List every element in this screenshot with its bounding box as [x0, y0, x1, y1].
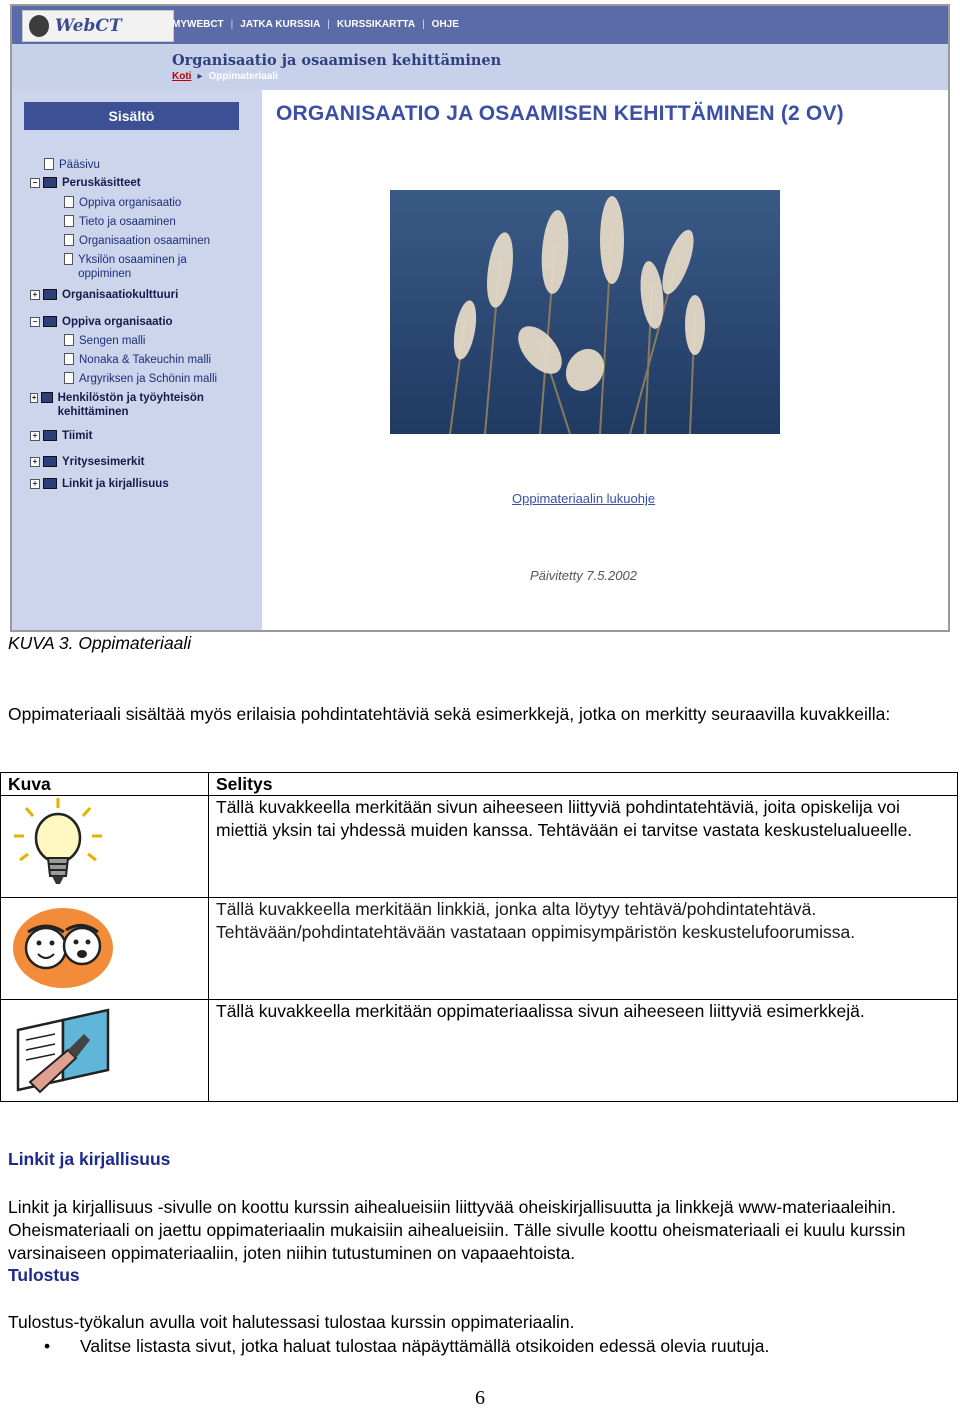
links-paragraph: Linkit ja kirjallisuus -sivulle on koottu kurssin aihealueisiin liittyvää oheiskirjallisuutta ja linkkejä www-materiaaleihin. Oheismateriaali on jaettu oppimateriaalin mukaisiin aihealueisiin. Tälle sivulle koottu oheismateriaali ei kuulu kurssin varsinaiseen oppimateriaaliin, joten niihin tutustuminen on vapaaehtoista.	[8, 1197, 906, 1263]
collapse-icon[interactable]: −	[30, 178, 40, 188]
description-cell: Tällä kuvakkeella merkitään linkkiä, jonka alta löytyy tehtävä/pohdintatehtävä. Tehtävään/pohdintatehtävään vastataan oppimisympäristön keskustelufoorumissa.	[209, 898, 958, 1000]
toc-item[interactable]	[64, 215, 176, 229]
section-heading-print: Tulostus	[8, 1265, 80, 1285]
column-header-description: Selitys	[209, 773, 958, 796]
figure-caption: KUVA 3. Oppimateriaali	[8, 633, 192, 653]
page-icon	[64, 353, 74, 365]
list-item	[44, 1335, 769, 1358]
toc-label: Henkilöstön ja työyhteisön kehittäminen	[57, 392, 204, 418]
course-title: Organisaatio ja osaamisen kehittäminen	[172, 52, 502, 69]
course-header	[12, 44, 948, 90]
book-pointer-icon	[8, 1000, 118, 1096]
toc-item[interactable]	[64, 334, 145, 348]
toc-label: Yritysesimerkit	[62, 456, 145, 468]
toc-item[interactable]	[64, 353, 211, 367]
discussion-faces-icon	[8, 898, 118, 994]
icon-cell	[1, 796, 209, 898]
toc-label: Organisaatiokulttuuri	[62, 289, 179, 301]
nav-continue-course[interactable]: JATKA KURSSIA	[240, 19, 321, 30]
top-nav-links	[172, 19, 466, 30]
expand-icon[interactable]: +	[30, 290, 40, 300]
webct-logo[interactable]	[22, 10, 174, 42]
updated-date: Päivitetty 7.5.2002	[530, 568, 637, 583]
toc-item[interactable]	[30, 455, 144, 469]
book-icon	[43, 478, 57, 489]
toc-item[interactable]	[30, 315, 173, 329]
toc-label: Yksilön osaaminen ja oppiminen	[78, 254, 187, 280]
toc-label: Pääsivu	[59, 159, 100, 171]
toc-item[interactable]	[30, 391, 230, 419]
icon-cell	[1, 898, 209, 1000]
page-icon	[64, 334, 74, 346]
collapse-icon[interactable]: −	[30, 317, 40, 327]
toc-item[interactable]	[64, 234, 210, 248]
icon-cell	[1, 1000, 209, 1102]
nav-separator: |	[230, 19, 234, 30]
toc-label: Nonaka & Takeuchin malli	[79, 354, 212, 366]
webct-screenshot	[10, 4, 950, 632]
page-icon	[64, 215, 74, 227]
page-icon	[44, 158, 54, 170]
toc-item[interactable]	[30, 477, 169, 491]
toc-item[interactable]	[64, 372, 217, 386]
breadcrumb	[172, 71, 278, 82]
toc-item[interactable]	[30, 429, 92, 443]
nav-mywebct[interactable]: MYWEBCT	[172, 19, 224, 30]
toc-label: Organisaation osaaminen	[79, 235, 211, 247]
logo-text: WebCT	[55, 16, 122, 36]
toc-label: Linkit ja kirjallisuus	[62, 478, 169, 490]
breadcrumb-arrow-icon: ▸	[197, 71, 203, 82]
page-number: 6	[475, 1387, 485, 1409]
table-header-row	[1, 773, 958, 796]
bullet-icon: •	[44, 1336, 51, 1356]
toc-label: Sengen malli	[79, 335, 146, 347]
toc-label: Tieto ja osaaminen	[79, 216, 176, 228]
book-icon	[43, 456, 57, 467]
section-heading-links: Linkit ja kirjallisuus	[8, 1149, 171, 1169]
top-navigation-bar	[12, 6, 948, 44]
logo-mark-icon	[29, 15, 49, 37]
page-icon	[64, 253, 73, 265]
breadcrumb-current: Oppimateriaali	[208, 71, 278, 82]
study-guide-link[interactable]: Oppimateriaalin lukuohje	[512, 491, 656, 506]
breadcrumb-home[interactable]: Koti	[172, 71, 192, 82]
toc-item[interactable]	[64, 196, 181, 210]
nav-help[interactable]: OHJE	[431, 19, 459, 30]
page-icon	[64, 234, 74, 246]
bullet-text: Valitse listasta sivut, jotka haluat tulostaa näpäyttämällä otsikoiden edessä olevia ruutuja.	[80, 1336, 770, 1356]
book-icon	[43, 289, 57, 300]
column-header-icon: Kuva	[1, 773, 209, 796]
nav-separator: |	[422, 19, 425, 30]
intro-paragraph: Oppimateriaali sisältää myös erilaisia pohdintatehtäviä sekä esimerkkejä, jotka on merkitty seuraavilla kuvakkeilla:	[8, 704, 891, 724]
book-icon	[41, 392, 52, 403]
toc-item[interactable]	[64, 253, 224, 281]
table-of-contents-pane	[12, 90, 262, 630]
toc-label: Oppiva organisaatio	[62, 316, 173, 328]
book-icon	[43, 316, 57, 327]
table-row	[1, 898, 958, 1000]
toc-label: Tiimit	[62, 430, 93, 442]
toc-item[interactable]	[30, 176, 141, 190]
table-row	[1, 1000, 958, 1102]
pampas-grass-photo	[390, 190, 780, 434]
toc-item[interactable]	[30, 288, 178, 302]
page-main-title: ORGANISAATIO JA OSAAMISEN KEHITTÄMINEN (2 OV)	[276, 102, 844, 125]
toc-label: Oppiva organisaatio	[79, 197, 182, 209]
toc-label: Argyriksen ja Schönin malli	[79, 373, 218, 385]
page-icon	[64, 196, 74, 208]
description-cell: Tällä kuvakkeella merkitään oppimateriaalissa sivun aiheeseen liittyviä esimerkkejä.	[209, 1000, 958, 1102]
toc-header: Sisältö	[24, 102, 239, 130]
table-row	[1, 796, 958, 898]
lightbulb-icon	[8, 796, 108, 892]
expand-icon[interactable]: +	[30, 457, 40, 467]
page-icon	[64, 372, 74, 384]
nav-course-map[interactable]: KURSSIKARTTA	[336, 19, 416, 30]
expand-icon[interactable]: +	[30, 479, 40, 489]
book-icon	[43, 177, 57, 188]
print-paragraph: Tulostus-työkalun avulla voit halutessasi tulostaa kurssin oppimateriaalin.	[8, 1312, 575, 1332]
icon-legend-table	[0, 772, 958, 1102]
toc-item[interactable]	[44, 158, 100, 172]
nav-separator: |	[327, 19, 330, 30]
description-cell: Tällä kuvakkeella merkitään sivun aiheeseen liittyviä pohdintatehtäviä, joita opiskelija voi miettiä yksin tai yhdessä muiden kanssa. Tehtävään ei tarvitse vastata keskustelualueelle.	[209, 796, 958, 898]
expand-icon[interactable]: +	[30, 431, 40, 441]
toc-label: Peruskäsitteet	[62, 177, 141, 189]
book-icon	[43, 430, 57, 441]
expand-icon[interactable]: +	[31, 393, 37, 402]
